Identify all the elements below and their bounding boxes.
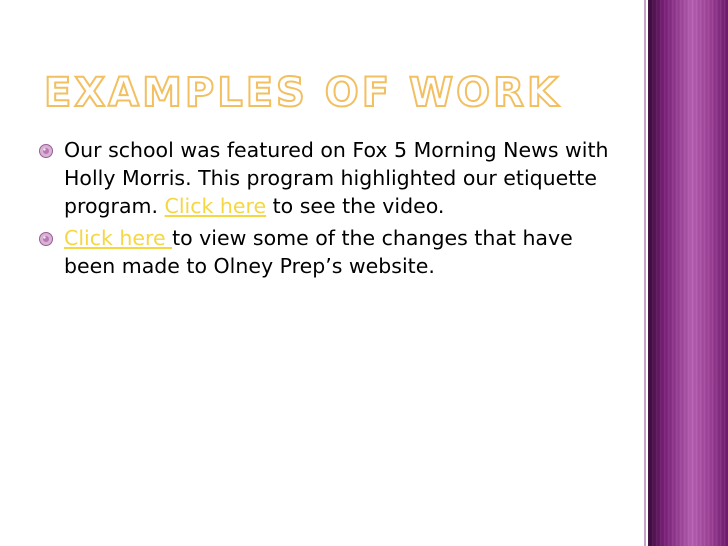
video-link[interactable]: Click here	[164, 194, 267, 218]
slide-title: EXAMPLES OF WORK	[44, 70, 561, 116]
bullet-icon	[38, 143, 54, 159]
bullet-text-before: Our school was featured on Fox 5 Morning News with Holly Morris. This program highlighted our etiquette program.	[64, 138, 609, 218]
website-link[interactable]: Click here	[64, 226, 173, 250]
bullet-text-after: to see the video.	[266, 194, 445, 218]
bullet-text-after: to view some of the changes that have been made to Olney Prep’s website.	[64, 226, 573, 278]
slide-body	[38, 136, 628, 284]
side-divider-line	[644, 0, 646, 546]
bullet-icon	[38, 231, 54, 247]
decorative-side-bar	[648, 0, 728, 546]
bullet-item-website	[38, 224, 628, 280]
bullet-item-fox5	[38, 136, 628, 220]
